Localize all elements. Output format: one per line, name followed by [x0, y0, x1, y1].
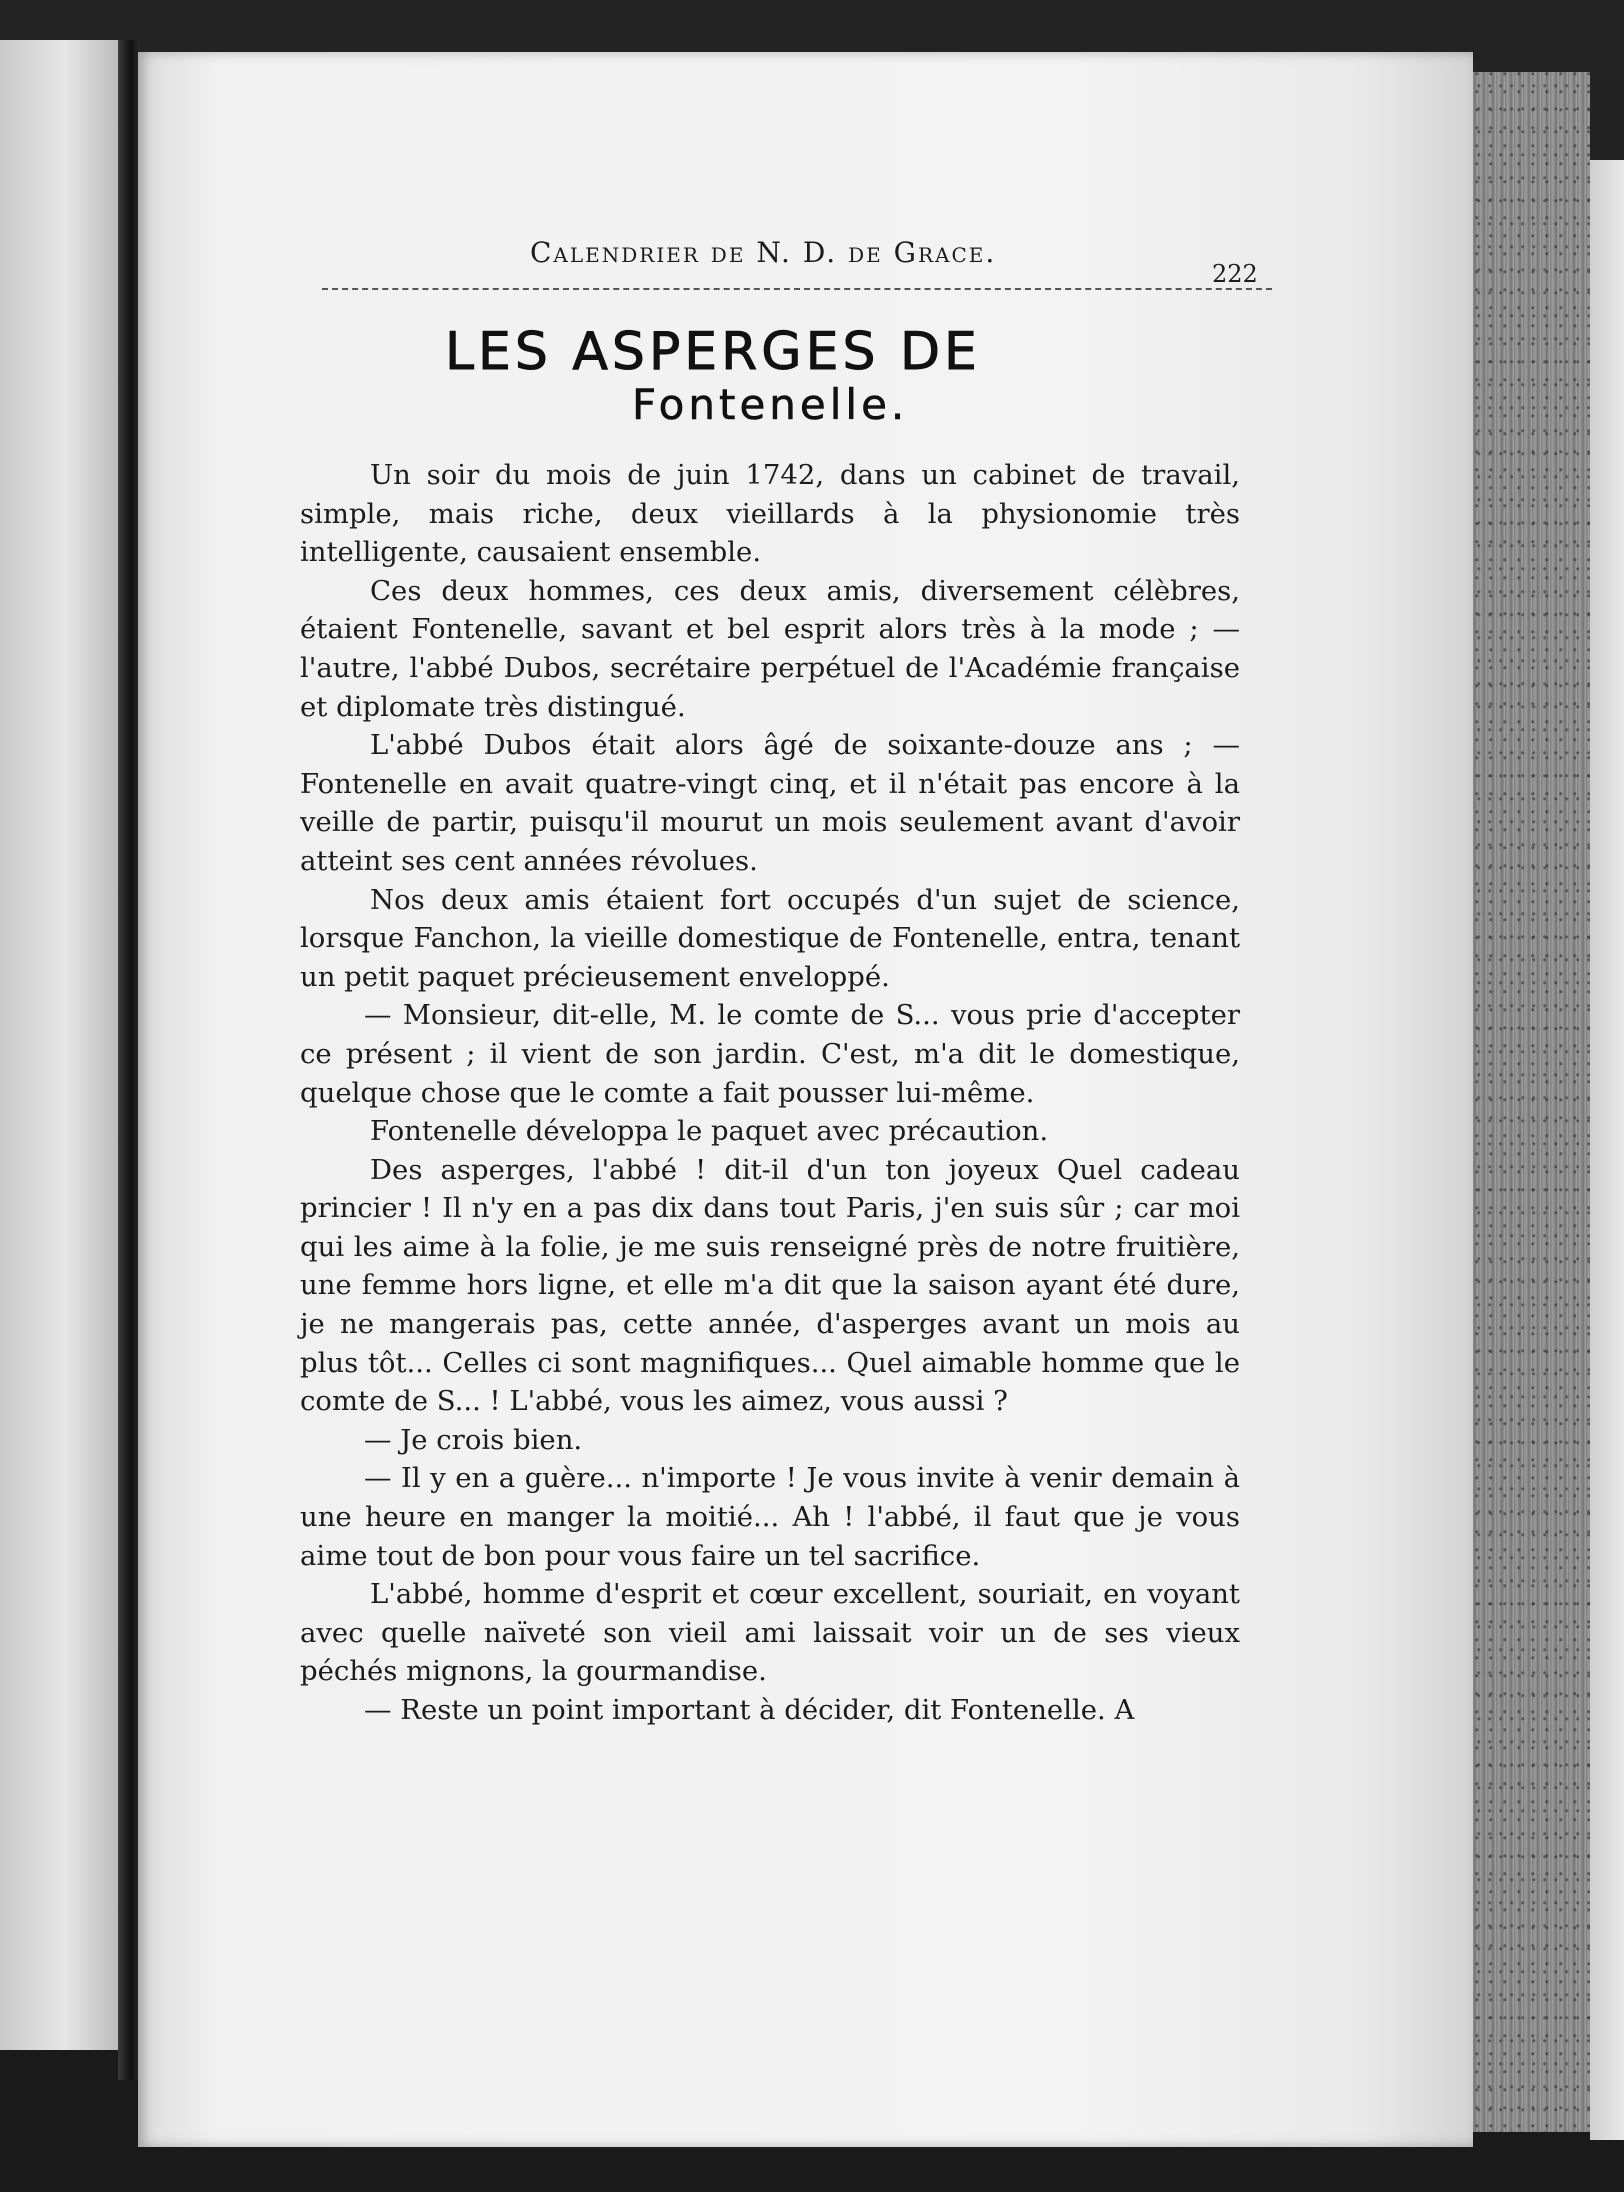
- page-number: 222: [1212, 260, 1258, 288]
- paragraph: Ces deux hommes, ces deux amis, diversement célèbres, étaient Fontenelle, savant et bel esprit alors très à la mode ; — l'autre, l'abbé Dubos, secrétaire perpétuel de l'Académie française et diplomate très distingué.: [300, 574, 1240, 723]
- paragraph: Nos deux amis étaient fort occupés d'un sujet de science, lorsque Fanchon, la vieille domestique de Fontenelle, entra, tenant un petit paquet précieusement enveloppé.: [300, 883, 1240, 993]
- paragraph: — Je crois bien.: [364, 1423, 583, 1456]
- running-title: Calendrier de N. D. de Grace.: [530, 236, 997, 269]
- facing-page-edge: [0, 40, 124, 2050]
- paragraph: Un soir du mois de juin 1742, dans un cabinet de travail, simple, mais riche, deux vieillards à la physionomie très intelligente, causaient ensemble.: [300, 459, 1240, 569]
- paragraph: — Reste un point important à décider, dit Fontenelle. A: [364, 1694, 1135, 1726]
- background-paper: [1590, 160, 1624, 2140]
- article-body: [300, 456, 1240, 1730]
- paragraph: Fontenelle développa le paquet avec précaution.: [370, 1115, 1049, 1148]
- page-stack-speckle: [1460, 72, 1590, 2132]
- article-subtitle: Fontenelle.: [632, 380, 909, 429]
- paragraph: L'abbé, homme d'esprit et cœur excellent, souriait, en voyant avec quelle naïveté son vieil ami laissait voir un de ses vieux péchés mignons, la gourmandise.: [300, 1578, 1240, 1688]
- header-rule: [322, 288, 1272, 290]
- article-title: LES ASPERGES DE: [445, 322, 981, 382]
- paragraph: L'abbé Dubos était alors âgé de soixante-douze ans ; — Fontenelle en avait quatre-vingt cinq, et il n'était pas encore à la veille de partir, puisqu'il mourut un mois seulement avant d'avoir atteint ses cent années révolues.: [300, 729, 1240, 877]
- paragraph: Des asperges, l'abbé ! dit-il d'un ton joyeux Quel cadeau princier ! Il n'y en a pas dix dans tout Paris, j'en suis sûr ; car moi qui les aime à la folie, je me suis renseigné près de notre fruitière, une femme hors ligne, et elle m'a dit que la saison ayant été dure, je ne mangerais pas, cette année, d'asperges avant un mois au plus tôt... Celles ci sont magnifiques... Quel aimable homme que le comte de S... ! L'abbé, vous les aimez, vous aussi ?: [300, 1153, 1240, 1418]
- paragraph: — Monsieur, dit-elle, M. le comte de S... vous prie d'accepter ce présent ; il vient de son jardin. C'est, m'a dit le domestique, quelque chose que le comte a fait pousser lui-même.: [300, 999, 1240, 1109]
- book-gutter: [118, 40, 140, 2080]
- paragraph: — Il y en a guère... n'importe ! Je vous invite à venir demain à une heure en manger la moitié... Ah ! l'abbé, il faut que je vous aime tout de bon pour vous faire un tel sacrifice.: [300, 1462, 1240, 1572]
